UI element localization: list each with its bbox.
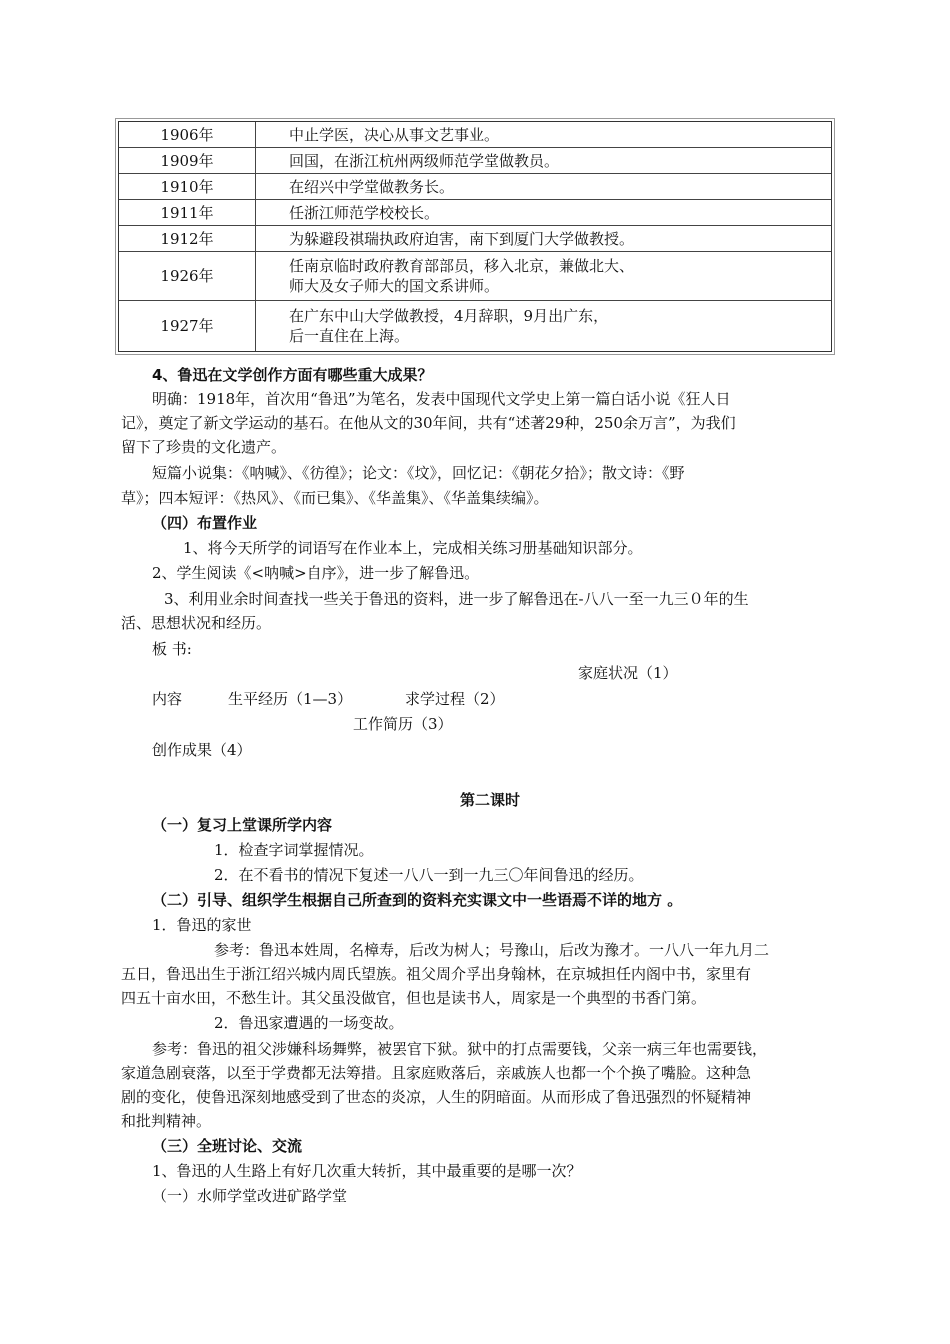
paragraph-line: 剧的变化，使鲁迅深刻地感受到了世态的炎凉，人生的阴暗面。从而形成了鲁迅强烈的怀疑精神 <box>121 1088 752 1106</box>
homework-item: 3、利用业余时间查找一些关于鲁迅的资料，进一步了解鲁迅在-八八一至一九三０年的生 <box>164 590 749 608</box>
timeline-event-line: 任南京临时政府教育部部员，移入北京，兼做北大、 <box>289 257 635 275</box>
homework-item: 活、思想状况和经历。 <box>121 614 272 632</box>
paragraph-line: 家道急剧衰落，以至于学费都无法筹措。且家庭败落后，亲戚族人也都一个个换了嘴脸。这种急 <box>121 1064 752 1082</box>
timeline-row <box>119 301 831 351</box>
timeline-year: 1906年 <box>119 122 256 148</box>
guide-heading: （二）引导、组织学生根据自己所查到的资料充实课文中一些语焉不详的地方 。 <box>152 891 683 909</box>
paragraph-line: 草》；四本短评：《热风》、《而已集》、《华盖集》、《华盖集续编》。 <box>121 489 549 507</box>
timeline-event-line: 后一直住在上海。 <box>289 327 410 345</box>
paragraph-line: 五日，鲁迅出生于浙江绍兴城内周氏望族。祖父周介孚出身翰林，在京城担任内阁中书，家里有 <box>121 965 752 983</box>
timeline-event: 中止学医，决心从事文艺事业。 <box>256 122 831 148</box>
board-family: 家庭状况（1） <box>578 664 678 682</box>
timeline-event: 回国，在浙江杭州两级师范学堂做教员。 <box>256 148 831 174</box>
timeline-event-line: 师大及女子师大的国文系讲师。 <box>289 277 500 295</box>
timeline-event: 在绍兴中学堂做教务长。 <box>256 174 831 200</box>
board-work: 工作简历（3） <box>353 715 453 733</box>
section4-heading: 4、鲁迅在文学创作方面有哪些重大成果？ <box>152 366 433 384</box>
timeline-event: 为躲避段祺瑞执政府迫害，南下到厦门大学做教授。 <box>256 226 831 252</box>
timeline-row <box>119 252 831 301</box>
paragraph-line: 四五十亩水田，不愁生计。其父虽没做官，但也是读书人，周家是一个典型的书香门第。 <box>121 989 707 1007</box>
board-content: 内容 <box>152 690 183 708</box>
paragraph-line: 留下了珍贵的文化遗产。 <box>121 438 287 456</box>
board-study: 求学过程（2） <box>405 690 505 708</box>
timeline-year: 1911年 <box>119 200 256 226</box>
homework-item: 1、将今天所学的词语写在作业本上，完成相关练习册基础知识部分。 <box>183 539 643 557</box>
review-item: 2．在不看书的情况下复述一八八一到一九三〇年间鲁迅的经历。 <box>214 866 644 884</box>
timeline-event <box>256 252 831 301</box>
paragraph-line: 和批判精神。 <box>121 1112 212 1130</box>
paragraph-line: 短篇小说集：《呐喊》、《彷徨》；论文：《坟》，回忆记：《朝花夕拾》；散文诗：《野 <box>152 464 685 482</box>
timeline-table <box>118 121 832 352</box>
timeline-row <box>119 200 831 226</box>
lesson2-title: 第二课时 <box>459 791 520 809</box>
board-works: 创作成果（4） <box>152 741 252 759</box>
timeline-year: 1910年 <box>119 174 256 200</box>
paragraph-line: 参考：鲁迅本姓周，名樟寿，后改为树人；号豫山，后改为豫才。一八八一年九月二 <box>214 941 770 959</box>
paragraph-line: 明确：1918年，首次用“鲁迅”为笔名，发表中国现代文学史上第一篇白话小说《狂人日 <box>152 390 731 408</box>
family-item: 1．鲁迅的家世 <box>152 916 252 934</box>
board-life: 生平经历（1—3） <box>228 690 353 708</box>
homework-heading: （四）布置作业 <box>152 514 258 532</box>
review-item: 1．检查字词掌握情况。 <box>214 841 374 859</box>
timeline-year: 1926年 <box>119 252 256 301</box>
discuss-answer: （一）水师学堂改进矿路学堂 <box>152 1187 348 1205</box>
timeline-year: 1909年 <box>119 148 256 174</box>
change-item: 2．鲁迅家遭遇的一场变故。 <box>214 1014 404 1032</box>
timeline-row <box>119 148 831 174</box>
timeline-year: 1912年 <box>119 226 256 252</box>
board-label: 板 书: <box>152 640 192 658</box>
timeline-row <box>119 226 831 252</box>
paragraph-line: 记》，奠定了新文学运动的基石。在他从文的30年间，共有“述著29种，250余万言”，为我们 <box>121 414 736 432</box>
timeline-row <box>119 174 831 200</box>
timeline-event-line: 在广东中山大学做教授，4月辞职，9月出广东， <box>289 307 609 325</box>
review-heading: （一）复习上堂课所学内容 <box>152 816 333 834</box>
homework-item: 2、学生阅读《<呐喊>自序》，进一步了解鲁迅。 <box>152 564 480 582</box>
timeline-event <box>256 301 831 351</box>
timeline-year: 1927年 <box>119 301 256 351</box>
discuss-question: 1、鲁迅的人生路上有好几次重大转折，其中最重要的是哪一次？ <box>152 1162 582 1180</box>
timeline-event: 任浙江师范学校校长。 <box>256 200 831 226</box>
timeline-row <box>119 122 831 148</box>
discuss-heading: （三）全班讨论、交流 <box>152 1137 303 1155</box>
paragraph-line: 参考：鲁迅的祖父涉嫌科场舞弊，被罢官下狱。狱中的打点需要钱，父亲一病三年也需要钱， <box>152 1040 768 1058</box>
